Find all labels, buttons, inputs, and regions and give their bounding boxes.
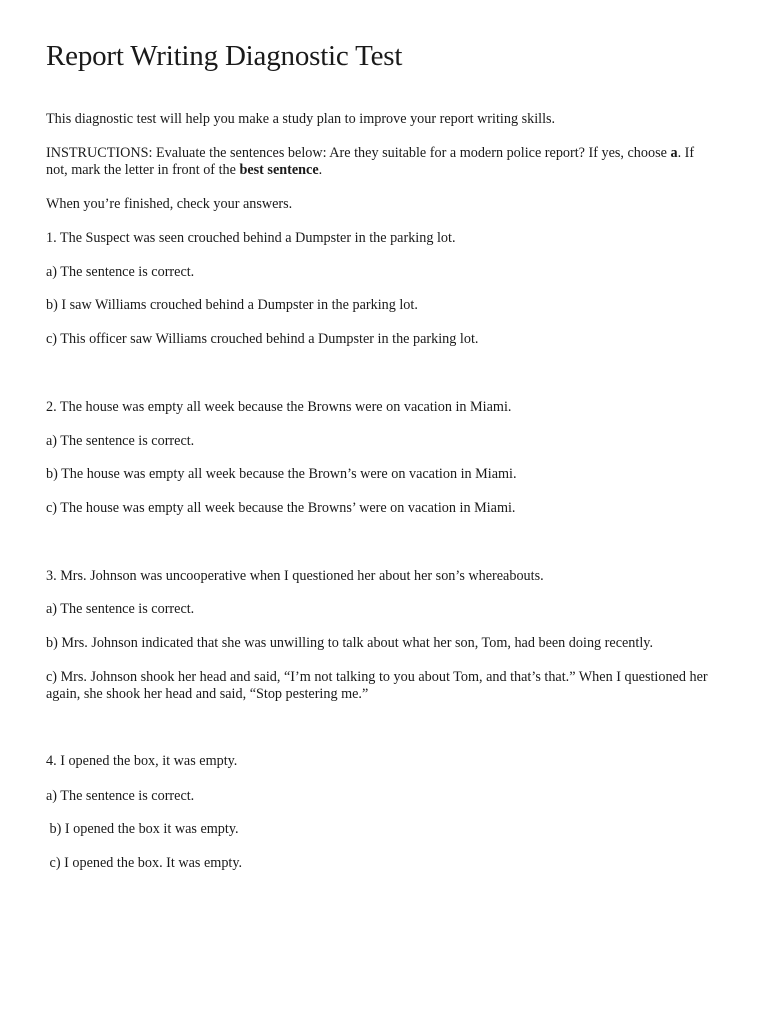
instructions-part-1: INSTRUCTIONS: Evaluate the sentences below: Are they suitable for a modern police report? If yes, choose (46, 145, 671, 161)
question-1-option-c: c) This officer saw Williams crouched behind a Dumpster in the parking lot. (46, 331, 479, 347)
question-4-option-a: a) The sentence is correct. (46, 788, 195, 804)
instructions-bold-a: a (670, 145, 678, 161)
question-3-prompt: 3. Mrs. Johnson was uncooperative when I questioned her about her son’s whereabouts. (46, 568, 544, 584)
question-3-option-a: a) The sentence is correct. (46, 601, 195, 617)
question-1-prompt: 1. The Suspect was seen crouched behind a Dumpster in the parking lot. (46, 230, 456, 246)
question-4-prompt: 4. I opened the box, it was empty. (46, 753, 238, 769)
instructions-part-2: . If not, mark the letter in front of the (46, 145, 695, 178)
question-1-option-b: b) I saw Williams crouched behind a Dumpster in the parking lot. (46, 297, 418, 313)
finish-note: When you’re finished, check your answers. (46, 196, 293, 212)
question-2-option-b: b) The house was empty all week because the Brown’s were on vacation in Miami. (46, 466, 517, 482)
instructions-bold-best-sentence: best sentence (239, 162, 319, 178)
question-2-option-c: c) The house was empty all week because the Browns’ were on vacation in Miami. (46, 500, 516, 516)
instructions-part-3: . (318, 162, 323, 178)
question-2-prompt: 2. The house was empty all week because the Browns were on vacation in Miami. (46, 399, 512, 415)
question-4-option-b: b) I opened the box it was empty. (46, 821, 239, 837)
question-3-option-c: c) Mrs. Johnson shook her head and said, “I’m not talking to you about Tom, and that’s that.” When I questioned her again, she shook her head and said, “Stop pestering me.” (46, 669, 708, 702)
question-4-option-c: c) I opened the box. It was empty. (46, 855, 243, 871)
question-2-option-a: a) The sentence is correct. (46, 433, 195, 449)
question-1-option-a: a) The sentence is correct. (46, 264, 195, 280)
document-title: Report Writing Diagnostic Test (46, 40, 403, 72)
question-3-option-b: b) Mrs. Johnson indicated that she was unwilling to talk about what her son, Tom, had been doing recently. (46, 635, 653, 651)
intro-text: This diagnostic test will help you make a study plan to improve your report writing skills. (46, 111, 556, 127)
instructions-text (46, 145, 718, 179)
